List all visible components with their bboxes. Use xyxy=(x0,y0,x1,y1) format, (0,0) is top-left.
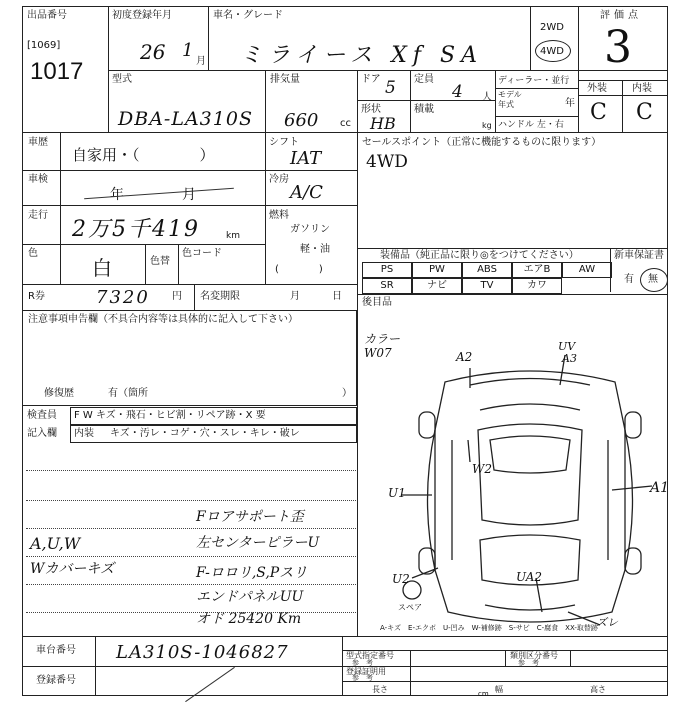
color-code-label: 色コード xyxy=(182,248,222,259)
inspector-label-2: 記入欄 xyxy=(27,428,57,439)
displacement-value: 660 xyxy=(284,110,319,131)
fuel-other: ( ) xyxy=(275,264,323,275)
shift-value: IAT xyxy=(290,148,322,169)
note-left-2: Wカバーキズ xyxy=(30,561,115,577)
year-unit: 年 xyxy=(565,98,575,109)
chassis-value: LA310S-1046827 xyxy=(116,642,289,663)
interior-row: キズ・汚レ・コゲ・穴・スレ・キレ・破レ xyxy=(110,428,300,439)
history-label: 車歴 xyxy=(28,137,48,148)
first-reg-year: 26 xyxy=(140,40,166,64)
lot-number: 1017 xyxy=(30,58,84,85)
equipment-item: エアB xyxy=(512,262,562,278)
mark-ua3-2: A3 xyxy=(562,352,577,365)
shift-label: シフト xyxy=(269,137,299,148)
note-right-4: エンドパネルUU xyxy=(196,589,304,605)
inspector-label-1: 検査員 xyxy=(27,410,57,421)
width-label: 幅 xyxy=(495,685,503,694)
color-label: 色 xyxy=(28,248,38,259)
mark-ua2: UA2 xyxy=(516,570,543,584)
model-name: ミライース Xf SA xyxy=(240,43,483,68)
color-note-1: カラー xyxy=(364,332,401,346)
name-change-label: 名変期限 xyxy=(200,291,240,302)
cm-unit: cm xyxy=(478,690,489,698)
type-label: 型式 xyxy=(112,74,132,85)
height-label: 高さ xyxy=(590,685,606,694)
person-unit: 人 xyxy=(482,92,492,103)
legend-row2b: 参 考 xyxy=(352,659,373,667)
rear-seat-label: 後目品 xyxy=(362,297,392,308)
note-right-2: 左センターピラーU xyxy=(196,535,320,551)
capacity-value: 4 xyxy=(452,82,463,102)
divider xyxy=(505,650,506,666)
warranty-label: 新車保証書 xyxy=(614,250,664,261)
day-label: 日 xyxy=(332,291,342,302)
exterior-value: C xyxy=(590,100,607,125)
mileage-label: 走行 xyxy=(28,210,48,221)
note-left-1: A,U,W xyxy=(30,534,81,553)
legend-row3b: 参 考 xyxy=(518,659,539,667)
displacement-label: 排気量 xyxy=(270,74,300,85)
drive-2wd: 2WD xyxy=(540,22,564,33)
equipment-item: TV xyxy=(462,278,512,294)
mark-u2: U2 xyxy=(392,572,410,586)
sales-points-value: 4WD xyxy=(366,152,408,172)
interior-row-label: 内装 xyxy=(74,428,94,439)
equipment-item: PW xyxy=(412,262,462,278)
cc-unit: cc xyxy=(340,118,351,129)
equipment-label: 装備品（純正品に限り◎をつけてください） xyxy=(380,250,579,261)
repair-close: ） xyxy=(342,388,352,399)
divider xyxy=(570,650,571,666)
divider xyxy=(342,681,668,682)
shape-label: 形状 xyxy=(361,104,381,115)
color-change-label: 色替 xyxy=(150,256,170,267)
mark-u1: U1 xyxy=(388,486,406,500)
interior-label: 内装 xyxy=(632,83,652,94)
ac-label: 冷房 xyxy=(269,174,289,185)
reg-label: 登録番号 xyxy=(36,675,76,686)
handle-label: ハンドル 左・右 xyxy=(498,120,564,130)
drive-4wd: 4WD xyxy=(540,46,564,57)
divider xyxy=(22,636,668,637)
repair-label: 修復歴 xyxy=(44,388,74,399)
divider xyxy=(342,666,668,667)
note-right-5: オド 25420 Km xyxy=(196,611,302,627)
warranty-no: 無 xyxy=(648,274,658,285)
divider xyxy=(22,666,342,667)
report-label: 注意事項申告欄（不具合内容等は具体的に記入して下さい） xyxy=(28,314,298,325)
length-label: 長さ xyxy=(372,685,388,694)
divider xyxy=(95,636,96,696)
equipment-item: PS xyxy=(362,262,412,278)
grade-value: 3 xyxy=(604,22,632,73)
lot-code: [1069] xyxy=(27,40,61,51)
inspection-label: 車検 xyxy=(28,174,48,185)
repair-value: 有（箇所 xyxy=(108,388,148,399)
sales-points-label: セールスポイント（正常に機能するものに限ります） xyxy=(362,137,602,148)
ac-value: A/C xyxy=(290,182,323,203)
recycle-value: 7320 xyxy=(96,287,150,308)
first-reg-month: 1 xyxy=(182,40,194,61)
mark-ua3-1: UV xyxy=(558,340,576,353)
interior-value: C xyxy=(636,100,653,125)
equipment-item: AW xyxy=(562,262,612,278)
color-note-2: W07 xyxy=(364,346,392,360)
mark-a2: A2 xyxy=(456,350,473,364)
model-year-label-2: 年式 xyxy=(498,100,514,109)
equipment-item: カワ xyxy=(512,278,562,294)
divider xyxy=(410,650,411,696)
month-label: 月 xyxy=(290,291,300,302)
warranty-yes: 有 xyxy=(624,274,634,285)
dealer-label: ディーラー・並行 xyxy=(498,76,570,86)
mark-a1: A1 xyxy=(650,480,670,496)
note-right-3: F-ロロリ,S,Pスリ xyxy=(196,565,308,581)
legend-row3: 類別区分番号 xyxy=(510,651,558,660)
month-unit: 月 xyxy=(196,56,206,67)
mileage-value: 2万5千419 xyxy=(72,217,200,242)
model-year-label-1: モデル xyxy=(498,90,522,99)
recycle-label: R券 xyxy=(28,291,45,302)
fuel-label: 燃料 xyxy=(269,210,289,221)
kg-unit: kg xyxy=(482,121,492,130)
exterior-label: 外装 xyxy=(587,83,607,94)
doors-value: 5 xyxy=(385,78,396,98)
mark-zure: ズレ xyxy=(596,616,618,629)
note-right-1: Fロアサポート歪 xyxy=(196,509,304,525)
cert-label: 登録証明用 xyxy=(346,667,386,676)
equipment-item: ABS xyxy=(462,262,512,278)
fuel-light: 軽・油 xyxy=(300,244,330,255)
grade-label: 評価点 xyxy=(600,10,642,21)
load-label: 積載 xyxy=(414,104,434,115)
first-reg-label: 初度登録年月 xyxy=(112,10,172,21)
fw-row: F W キズ・飛石・ヒビ割・リペア跡・X 要 xyxy=(74,410,266,421)
type-value: DBA-LA310S xyxy=(118,108,253,130)
chassis-label: 車台番号 xyxy=(36,645,76,656)
shape-value: HB xyxy=(370,114,396,133)
color-value: 白 xyxy=(92,256,112,280)
equipment-item: ナビ xyxy=(412,278,462,294)
km-unit: km xyxy=(226,231,240,241)
mark-w2: W2 xyxy=(472,462,492,476)
legend-row1: A-キズ E-エクボ U-凹み W-補修跡 S-サビ C-腐食 XX-取替跡 xyxy=(380,624,598,632)
inspection-value: 年 月 xyxy=(110,187,206,203)
spare-label: スペア xyxy=(398,603,422,612)
doors-label: ドア xyxy=(361,74,381,85)
ref-label: 参 考 xyxy=(352,674,373,682)
model-grade-label: 車名・グレード xyxy=(213,10,283,21)
capacity-label: 定員 xyxy=(414,74,434,85)
yen-unit: 円 xyxy=(172,291,182,302)
fuel-gasoline: ガソリン xyxy=(290,224,330,235)
lot-label: 出品番号 xyxy=(27,10,67,21)
legend-row2: 型式指定番号 xyxy=(346,651,394,660)
history-value: 自家用・（ ） xyxy=(72,146,215,164)
equipment-item: SR xyxy=(362,278,412,294)
